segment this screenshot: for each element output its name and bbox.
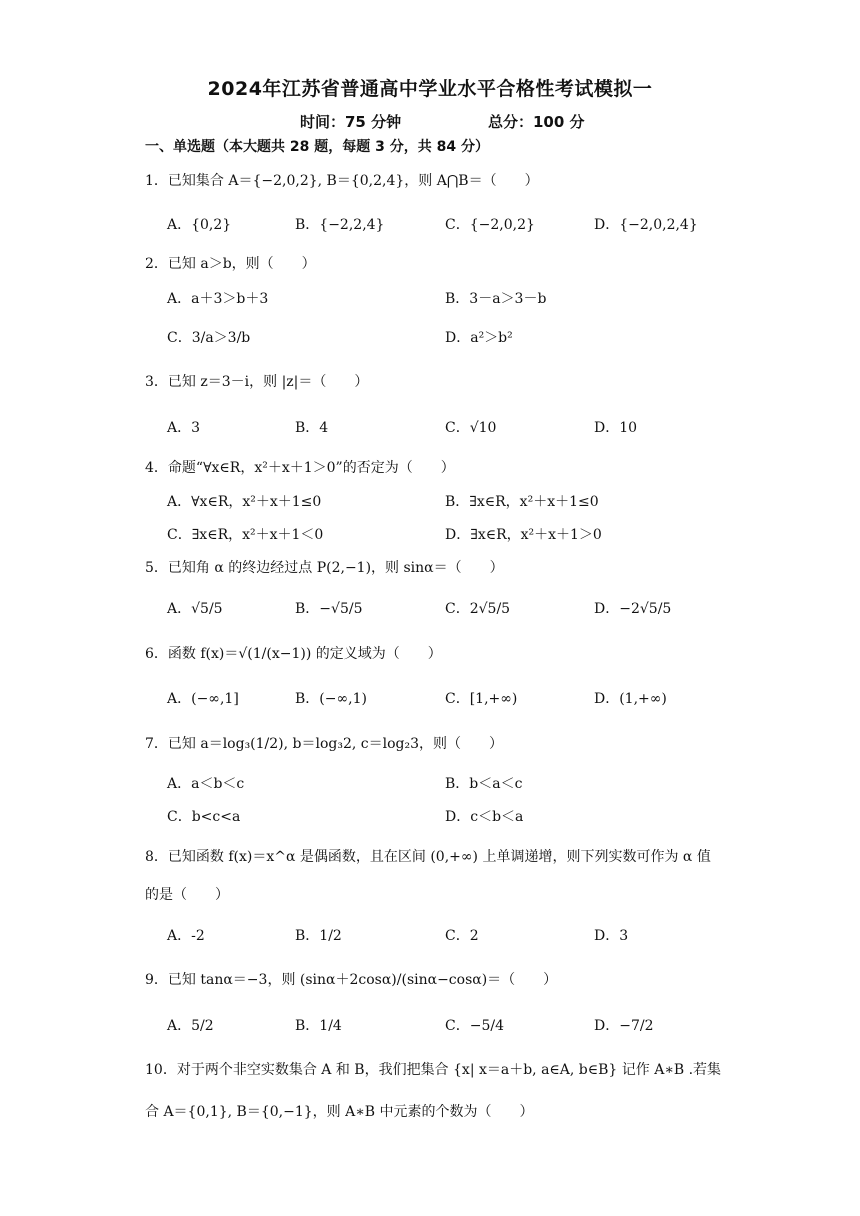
question-4-option-b: B．∃x∈R，x²＋x＋1≤0 [445,494,599,510]
question-6-option-c: C．[1,+∞) [445,691,518,707]
exam-total-score: 总分：100 分 [488,113,585,131]
question-2-option-c: C．3/a＞3/b [167,330,251,346]
question-2-option-a: A．a＋3＞b＋3 [167,291,269,307]
page-title: 2024年江苏省普通高中学业水平合格性考试模拟一 [207,78,653,100]
question-5-option-d: D．−2√5/5 [594,601,672,617]
question-7-option-d: D．c＜b＜a [445,809,524,825]
question-2-option-b: B．3－a＞3－b [445,291,547,307]
question-3-stem: 3．已知 z＝3－i，则 |z|＝（ ） [145,374,369,390]
exam-time: 时间：75 分钟 [300,113,402,131]
question-5-option-b: B．−√5/5 [295,601,363,617]
question-6-option-b: B．(−∞,1) [295,691,367,707]
question-3-option-a: A．3 [167,420,201,436]
question-6-option-a: A．(−∞,1] [167,691,239,707]
question-8-option-c: C．2 [445,928,479,944]
question-4-stem: 4．命题“∀x∈R，x²＋x＋1＞0”的否定为（ ） [145,460,455,476]
question-5-stem: 5．已知角 α 的终边经过点 P(2,−1)，则 sinα＝（ ） [145,560,504,576]
question-3-option-b: B．4 [295,420,329,436]
question-1-option-a: A．{0,2} [167,217,232,233]
question-8-stem: 8．已知函数 f(x)＝x^α 是偶函数，且在区间 (0,+∞) 上单调递增，则下列实数可作为 α 值 [145,849,711,865]
question-9-option-b: B．1/4 [295,1018,342,1034]
question-5-option-a: A．√5/5 [167,601,223,617]
question-7-stem: 7．已知 a＝log₃(1/2), b＝log₃2, c＝log₂3，则（ ） [145,736,504,752]
question-6-option-d: D．(1,+∞) [594,691,667,707]
question-8-option-d: D．3 [594,928,629,944]
question-9-option-c: C．−5/4 [445,1018,504,1034]
question-7-option-c: C．b<c<a [167,809,241,825]
question-1-option-d: D．{−2,0,2,4} [594,217,698,233]
question-5-option-c: C．2√5/5 [445,601,511,617]
question-6-stem: 6．函数 f(x)＝√(1/(x−1)) 的定义域为（ ） [145,646,442,662]
question-4-option-d: D．∃x∈R，x²＋x＋1＞0 [445,527,602,543]
question-3-option-d: D．10 [594,420,638,436]
section-heading: 一、单选题（本大题共 28 题，每题 3 分，共 84 分） [145,139,489,155]
question-4-option-c: C．∃x∈R，x²＋x＋1＜0 [167,527,324,543]
question-9-option-a: A．5/2 [167,1018,214,1034]
question-1-stem: 1．已知集合 A＝{−2,0,2}, B＝{0,2,4}，则 A⋂B＝（ ） [145,173,539,189]
question-4-option-a: A．∀x∈R，x²＋x＋1≤0 [167,494,322,510]
question-7-option-b: B．b＜a＜c [445,776,523,792]
question-10-stem: 10．对于两个非空实数集合 A 和 B，我们把集合 {x| x＝a＋b, a∈A, b∈B} 记作 A∗B .若集 [145,1062,722,1078]
question-2-option-d: D．a²＞b² [445,330,513,346]
question-8-stem-continued: 的是（ ） [145,887,229,903]
question-1-option-c: C．{−2,0,2} [445,217,535,233]
question-9-option-d: D．−7/2 [594,1018,654,1034]
question-2-stem: 2．已知 a＞b，则（ ） [145,256,316,272]
question-7-option-a: A．a＜b＜c [167,776,245,792]
question-8-option-b: B．1/2 [295,928,342,944]
question-3-option-c: C．√10 [445,420,497,436]
question-8-option-a: A．-2 [167,928,205,944]
question-9-stem: 9．已知 tanα＝−3，则 (sinα＋2cosα)/(sinα−cosα)＝（ ） [145,972,558,988]
question-10-stem-continued: 合 A＝{0,1}, B＝{0,−1}，则 A∗B 中元素的个数为（ ） [145,1104,534,1120]
question-1-option-b: B．{−2,2,4} [295,217,385,233]
